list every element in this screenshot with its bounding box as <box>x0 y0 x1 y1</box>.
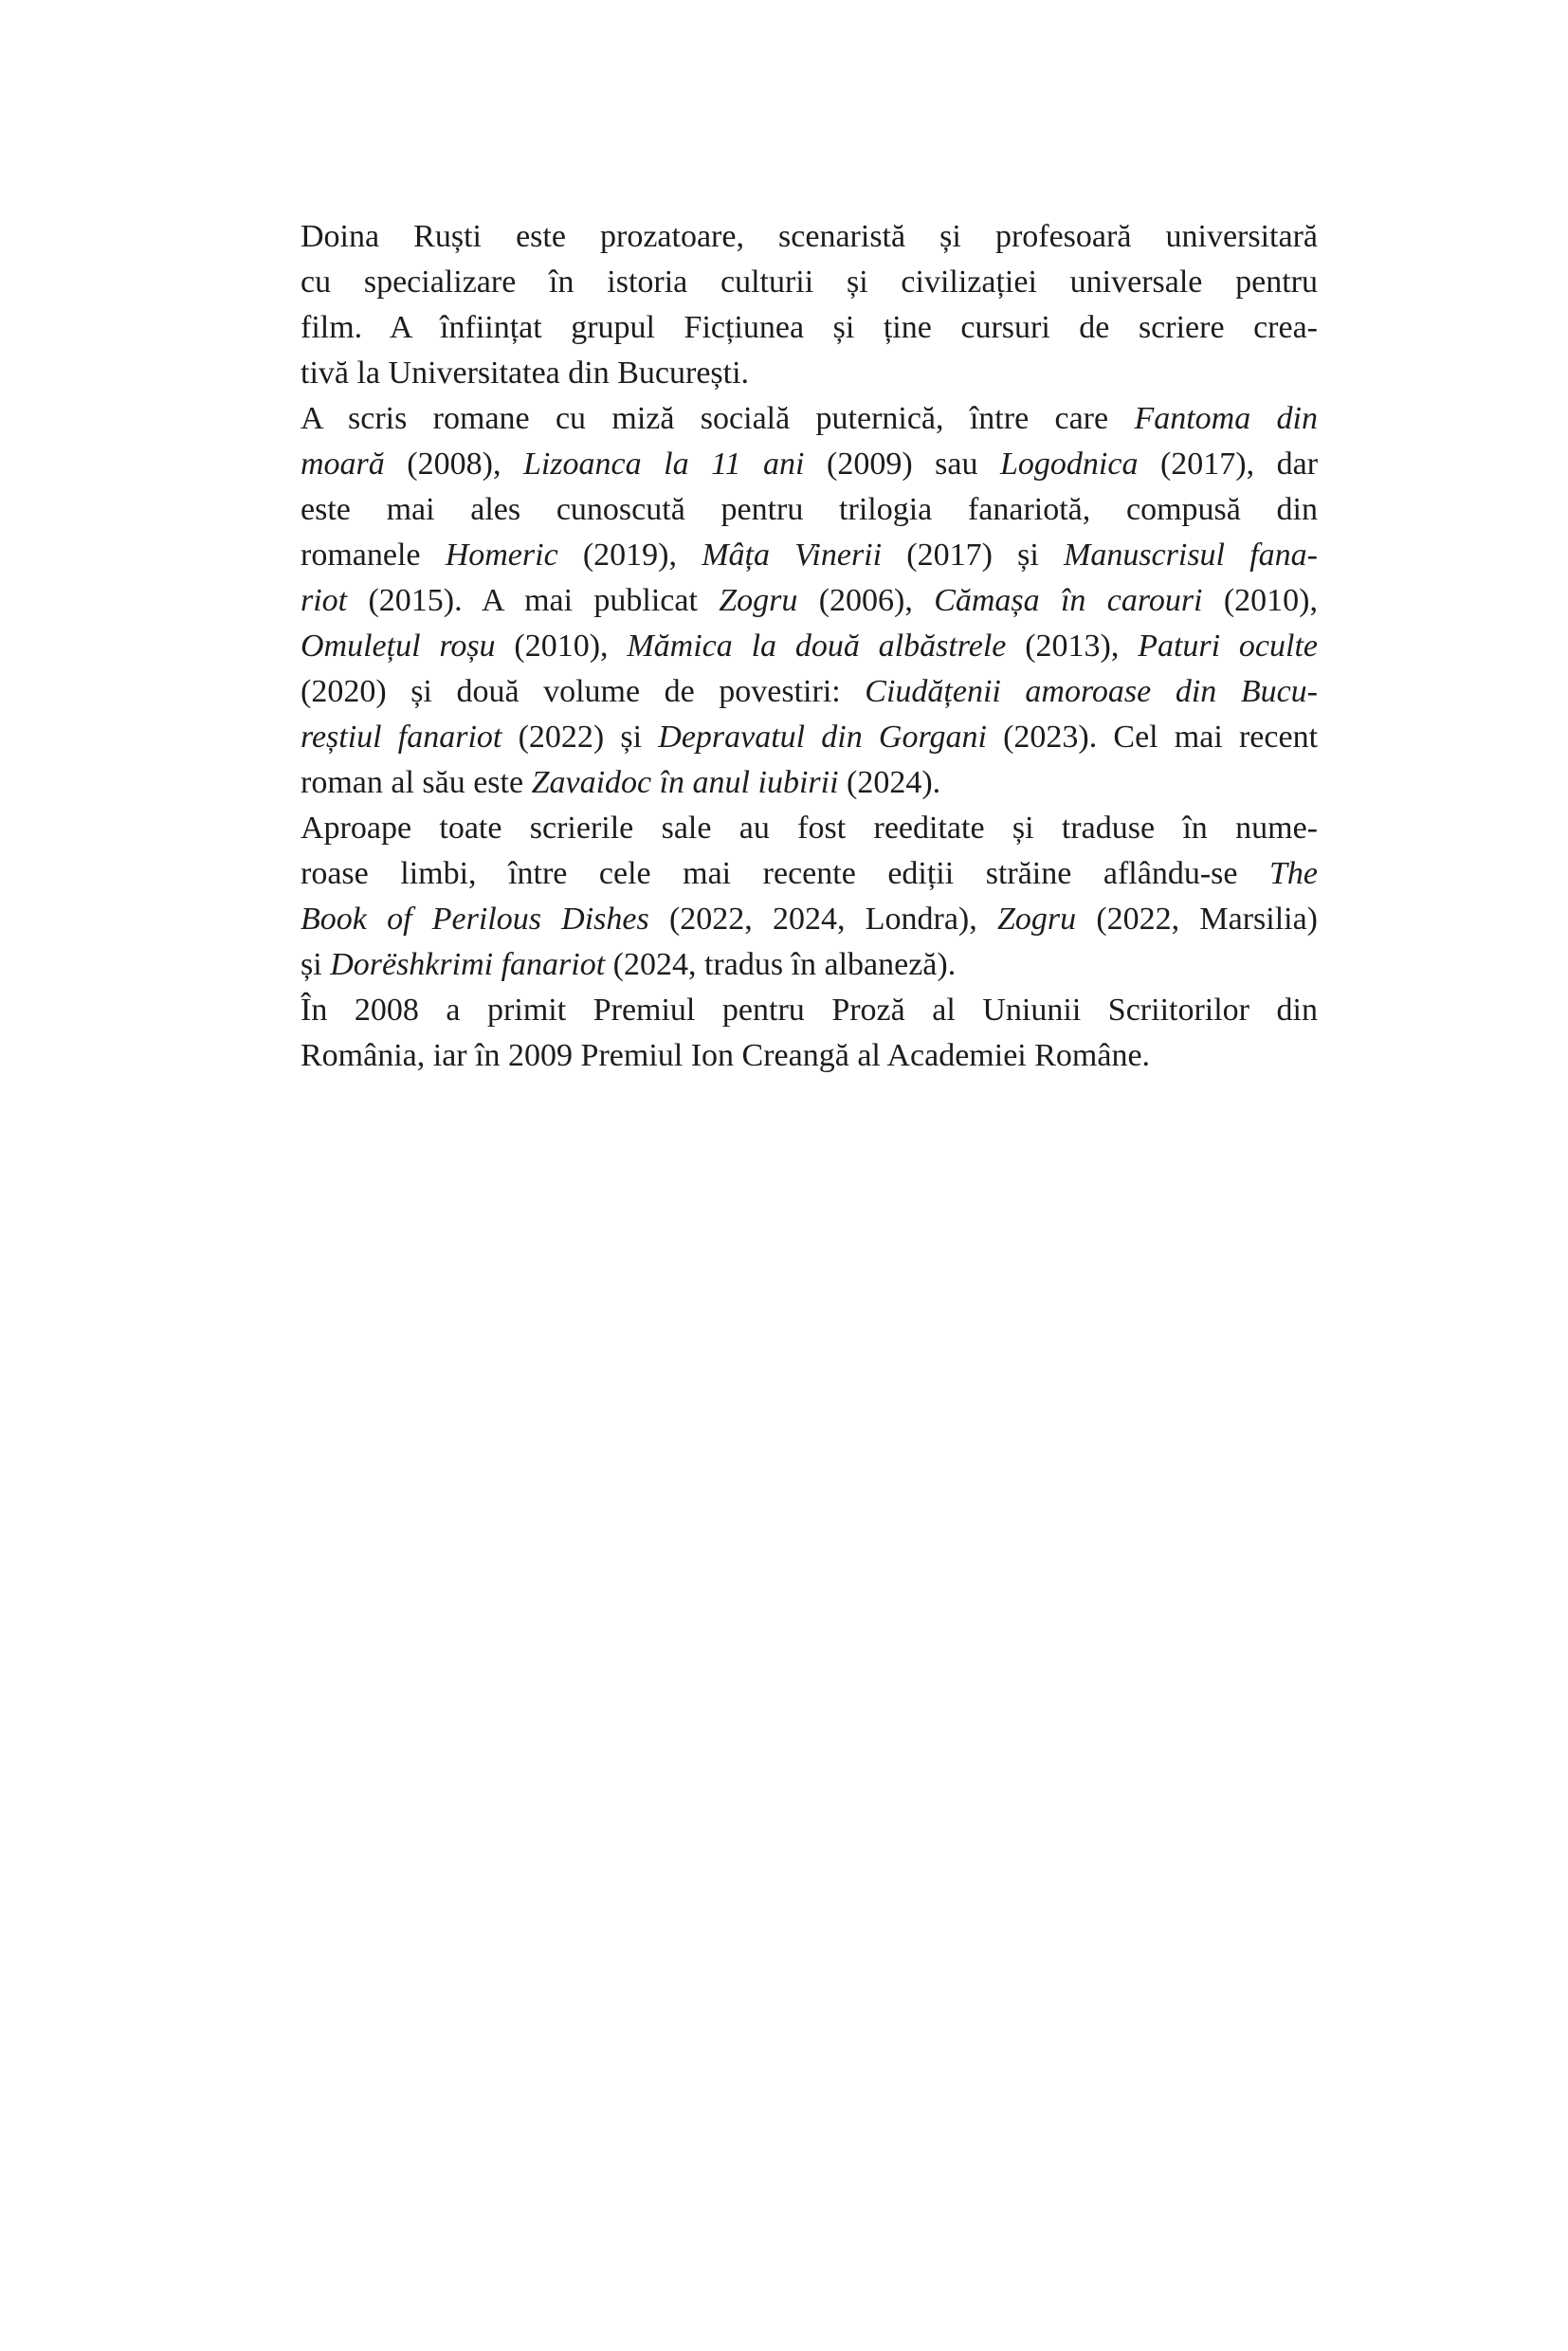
text-line <box>301 942 1318 988</box>
text-line <box>301 351 1318 396</box>
text-line <box>301 897 1318 942</box>
text-line <box>301 578 1318 624</box>
text-line <box>301 533 1318 578</box>
book-title-italic: Zogru <box>719 583 798 618</box>
text-run: (2022, Marsilia) <box>1076 902 1319 937</box>
paragraph-intro <box>301 214 1318 396</box>
text-run: (2010), <box>1202 583 1318 618</box>
text-run: (2006), <box>797 583 935 618</box>
author-bio <box>301 214 1318 1079</box>
text-run: (2008), <box>384 447 523 482</box>
text-run: tivă la Universitatea din București. <box>301 355 750 391</box>
text-line <box>301 988 1318 1033</box>
text-run: (2019), <box>557 538 702 573</box>
text-run: (2015). A mai publicat <box>347 583 720 618</box>
text-run: (2024, tradus în albaneză). <box>605 947 957 982</box>
book-title-italic: riot <box>301 583 348 618</box>
text-line <box>301 851 1318 897</box>
text-line <box>301 305 1318 351</box>
book-title-italic: Fantoma din <box>1134 401 1318 436</box>
book-title-italic: Mămica la două albăstrele <box>627 629 1007 664</box>
book-title-italic: Homeric <box>445 538 558 573</box>
book-title-italic: Cămașa în carouri <box>934 583 1203 618</box>
text-run: Doina Ruști este prozatoare, scenaristă și profesoară universitară <box>301 219 1318 254</box>
book-title-italic: Logodnica <box>1000 447 1139 482</box>
book-title-italic: Ciudățenii amoroase din Bucu- <box>865 674 1319 709</box>
book-title-italic: Zavaidoc în anul iubirii <box>531 765 839 800</box>
book-title-italic: reștiul fanariot <box>301 720 502 755</box>
text-line <box>301 214 1318 260</box>
text-run: și <box>301 947 331 982</box>
text-line <box>301 624 1318 669</box>
text-run: În 2008 a primit Premiul pentru Proză al Uniunii Scriitorilor din <box>301 993 1318 1028</box>
text-run: (2020) și două volume de povestiri: <box>301 674 866 709</box>
text-run: (2024). <box>838 765 941 800</box>
book-title-italic: Zogru <box>996 902 1077 937</box>
paragraph-translations <box>301 806 1318 988</box>
book-title-italic: Depravatul din Gorgani <box>658 720 987 755</box>
text-line <box>301 442 1318 487</box>
text-run: (2017), dar <box>1138 447 1319 482</box>
text-line <box>301 1033 1318 1079</box>
text-line <box>301 487 1318 533</box>
text-run: cu specializare în istoria culturii și civilizației universale pentru <box>301 264 1318 300</box>
text-line <box>301 806 1318 851</box>
text-run: este mai ales cunoscută pentru trilogia fanariotă, compusă din <box>301 492 1318 527</box>
text-run: (2022) și <box>501 720 659 755</box>
text-line <box>301 715 1318 760</box>
text-run: România, iar în 2009 Premiul Ion Creangă al Academiei Române. <box>301 1038 1151 1073</box>
text-run: (2010), <box>495 629 628 664</box>
text-run: (2023). Cel mai recent <box>986 720 1319 755</box>
book-title-italic: Mâța Vinerii <box>702 538 883 573</box>
paragraph-novels <box>301 396 1318 806</box>
text-run: A scris romane cu miză socială puternică, între care <box>301 401 1135 436</box>
book-title-italic: Dorëshkrimi fanariot <box>330 947 606 982</box>
text-run: (2017) și <box>882 538 1064 573</box>
book-title-italic: Paturi oculte <box>1138 629 1318 664</box>
text-run: roase limbi, între cele mai recente ediții străine aflându-se <box>301 856 1269 891</box>
book-title-italic: The <box>1269 856 1318 891</box>
book-title-italic: Lizoanca la 11 ani <box>522 447 805 482</box>
text-line <box>301 260 1318 305</box>
text-line <box>301 396 1318 442</box>
text-run: roman al său este <box>301 765 532 800</box>
text-line <box>301 760 1318 806</box>
text-run: (2013), <box>1006 629 1139 664</box>
text-run: (2022, 2024, Londra), <box>648 902 997 937</box>
text-run: film. A înființat grupul Ficțiunea și ține cursuri de scriere crea- <box>301 310 1318 345</box>
book-title-italic: Omulețul roșu <box>301 629 496 664</box>
text-run: (2009) sau <box>804 447 1000 482</box>
text-run: Aproape toate scrierile sale au fost reeditate și traduse în nume- <box>301 811 1318 846</box>
text-line <box>301 669 1318 715</box>
paragraph-awards <box>301 988 1318 1079</box>
book-title-italic: Manuscrisul fana- <box>1064 538 1318 573</box>
book-title-italic: moară <box>301 447 385 482</box>
text-run: romanele <box>301 538 446 573</box>
book-title-italic: Book of Perilous Dishes <box>301 902 649 937</box>
